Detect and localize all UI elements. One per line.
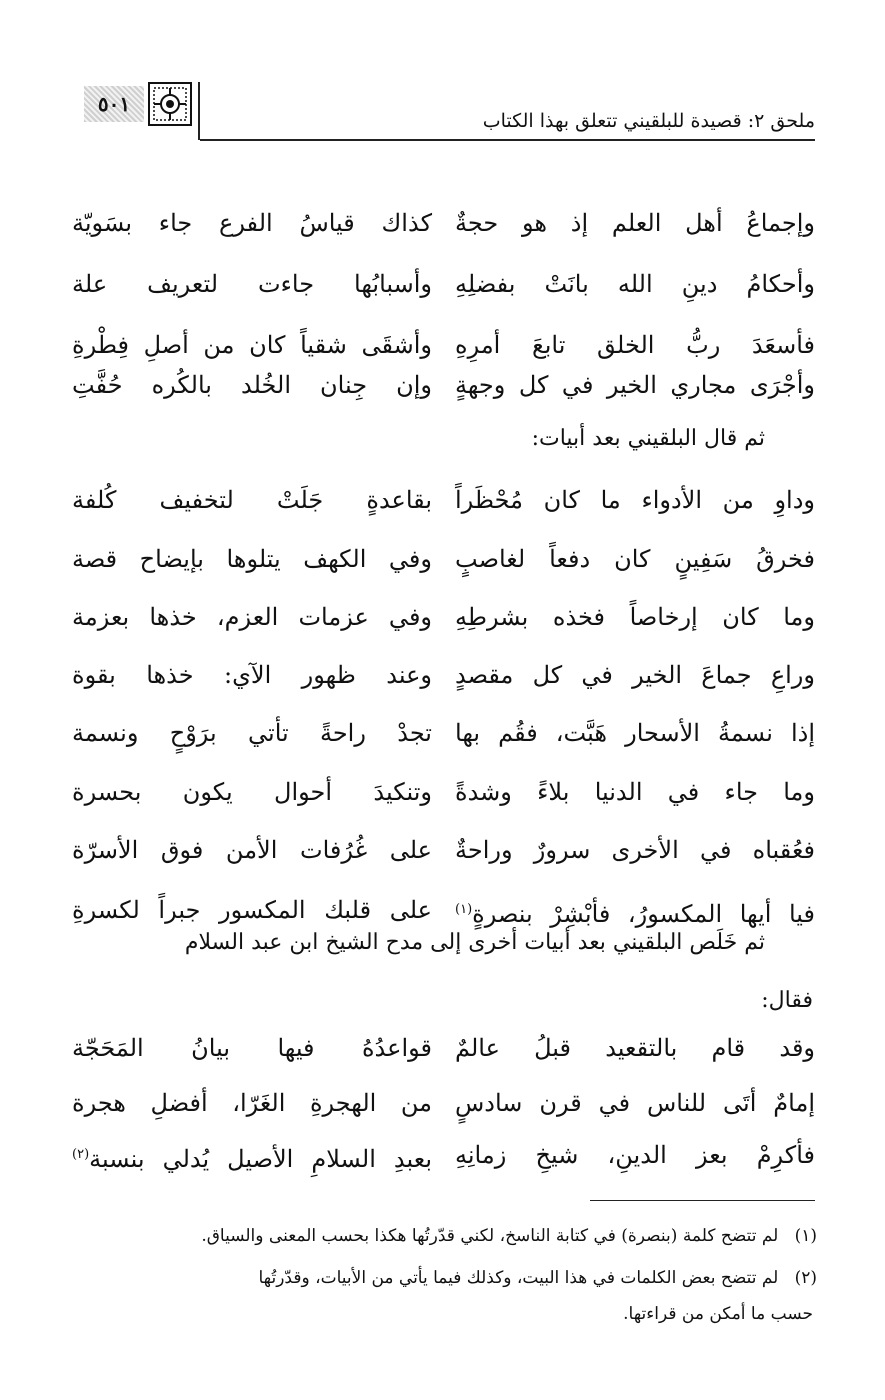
verse-hemistich-right: وما جاء في الدنيا بلاءً وشدةً (455, 778, 815, 806)
footnote-number: (٢) (794, 1268, 817, 1288)
ornament-icon (148, 82, 192, 126)
verse-hemistich-left: بقاعدةٍ جَلَتْ لتخفيف كُلفة (72, 486, 432, 514)
verse-line (0, 1076, 885, 1130)
verse-line (0, 706, 885, 760)
verse-text: بعبدِ السلامِ الأصيل يُدلي بنسبة (89, 1145, 432, 1173)
verse-hemistich-left: وفي عزمات العزم، خذها بعزمة (72, 603, 432, 631)
verse-hemistich-left: قواعدُهُ فيها بيانُ المَحَجّة (72, 1034, 432, 1062)
verse-hemistich-left: كذاك قياسُ الفرع جاء بسَويّة (72, 209, 432, 237)
intro-text: ثم قال البلقيني بعد أبيات: (531, 426, 765, 451)
verse-line (0, 765, 885, 819)
footnote-number: (١) (794, 1226, 817, 1246)
verse-hemistich-right: وما كان إرخاصاً فخذه بشرطِهِ (455, 603, 815, 631)
verse-line (0, 196, 885, 250)
verse-hemistich-left: وأسبابُها جاءت لتعريف علة (72, 270, 432, 298)
verse-hemistich-right: فخرقُ سَفِينٍ كان دفعاً لغاصبٍ (455, 545, 815, 573)
header-rule (200, 139, 815, 141)
verse-hemistich-right: وإجماعُ أهل العلم إذ هو حجةٌ (455, 209, 815, 237)
verse-line (0, 473, 885, 527)
verse-line (0, 532, 885, 586)
verse-hemistich-left: وأشقَى شقياً كان من أصلِ فِطْرةِ (72, 331, 432, 359)
page-number-box (84, 82, 198, 126)
intro-text: ثم خَلَص البلقيني بعد أبيات أخرى إلى مدح الشيخ ابن عبد السلام (184, 930, 765, 955)
verse-hemistich-left: وفي الكهف يتلوها بإيضاح قصة (72, 545, 432, 573)
verse-hemistich-right: فعُقباه في الأخرى سرورٌ وراحةٌ (455, 836, 815, 864)
verse-line (0, 823, 885, 877)
verse-hemistich-right: إذا نسمةُ الأسحار هَبَّت، فقُم بها (455, 719, 815, 747)
verse-hemistich-left: وإن جِنان الخُلد بالكُره حُفَّتِ (72, 371, 432, 399)
running-header-title: ملحق ٢: قصيدة للبلقيني تتعلق بهذا الكتاب (482, 110, 815, 132)
intro-text-cont: فقال: (761, 988, 813, 1013)
verse-hemistich-right: وأحكامُ دينِ الله بانَتْ بفضلِهِ (455, 270, 815, 298)
footnote-2-continuation: حسب ما أمكن من قراءتها. (623, 1304, 813, 1324)
footnote-marker: (٢) (72, 1147, 90, 1162)
verse-line (0, 1021, 885, 1075)
verse-hemistich-left: وتنكيدَ أحوال يكون بحسرة (72, 778, 432, 806)
verse-hemistich-left (72, 1128, 432, 1186)
verse-hemistich-right: وراعِ جماعَ الخير في كل مقصدٍ (455, 661, 815, 689)
verse-line (0, 257, 885, 311)
verse-line (0, 358, 885, 412)
verse-text: فيا أيها المكسورُ، فأبْشِرْ بنصرةٍ (472, 900, 815, 928)
verse-line (0, 590, 885, 644)
footnote-text: لم تتضح كلمة (بنصرة) في كتابة الناسخ، لكني قدّرتُها هكذا بحسب المعنى والسياق. (201, 1226, 779, 1246)
verse-hemistich-left: وعند ظهور الآي: خذها بقوة (72, 661, 432, 689)
verse-hemistich-right: وداوِ من الأدواء ما كان مُحْظَراً (455, 486, 815, 514)
header-separator (198, 82, 200, 140)
verse-line (0, 883, 885, 937)
footnote-1 (201, 1226, 817, 1246)
footnote-marker: (١) (455, 902, 473, 917)
verse-line (0, 648, 885, 702)
verse-hemistich-left: على قلبك المكسور جبراً لكسرةِ (72, 896, 432, 924)
verse-hemistich-right: إمامٌ أتَى للناس في قرن سادسٍ (455, 1089, 815, 1117)
footnote-rule (590, 1200, 815, 1201)
page-number: ٥٠١ (84, 86, 144, 122)
verse-hemistich-right: وأجْرَى مجاري الخير في كل وجهةٍ (455, 371, 815, 399)
verse-hemistich-left: تجدْ راحةً تأتي برَوْحٍ ونسمة (72, 719, 432, 747)
verse-hemistich-right: فأسعَدَ ربُّ الخلق تابعَ أمرِهِ (455, 331, 815, 359)
verse-hemistich-left: على غُرُفات الأمن فوق الأسرّة (72, 836, 432, 864)
verse-line (0, 1128, 885, 1182)
verse-hemistich-right: وقد قام بالتقعيد قبلُ عالمٌ (455, 1034, 815, 1062)
verse-hemistich-left: من الهجرةِ الغَرّا، أفضلِ هجرة (72, 1089, 432, 1117)
footnote-text: لم تتضح بعض الكلمات في هذا البيت، وكذلك فيما يأتي من الأبيات، وقدّرتُها (258, 1268, 779, 1288)
footnote-2 (258, 1268, 817, 1288)
verse-hemistich-right: فأكرِمْ بعز الدينِ، شيخِ زمانِهِ (455, 1141, 815, 1169)
